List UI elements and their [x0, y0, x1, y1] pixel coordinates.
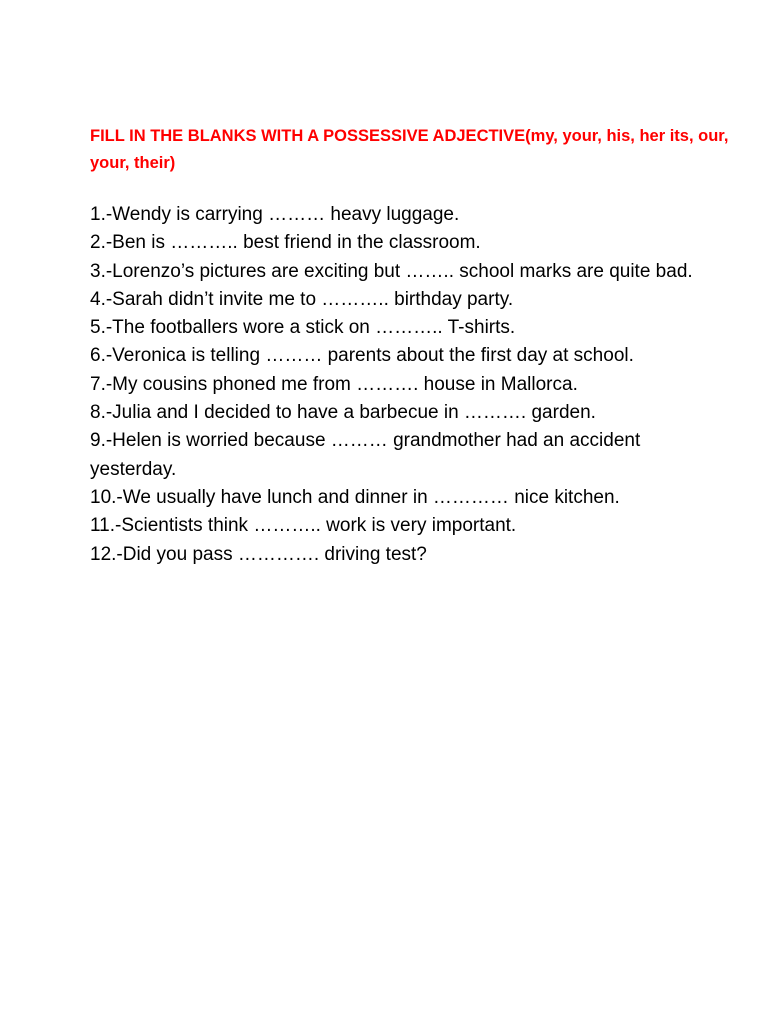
exercise-item: 5.-The footballers wore a stick on ……….. T-shirts.: [90, 317, 516, 339]
exercise-item: 11.-Scientists think ……….. work is very important.: [90, 515, 517, 537]
exercise-item: 6.-Veronica is telling ……… parents about the first day at school.: [90, 345, 634, 367]
exercise-item: 12.-Did you pass …………. driving test?: [90, 543, 427, 565]
exercise-item: 3.-Lorenzo’s pictures are exciting but …….. school marks are quite bad.: [90, 260, 693, 282]
exercise-item: 10.-We usually have lunch and dinner in ………… nice kitchen.: [90, 486, 620, 508]
exercise-list: [90, 201, 730, 569]
exercise-item: 4.-Sarah didn’t invite me to ……….. birthday party.: [90, 288, 514, 310]
exercise-item: 2.-Ben is ……….. best friend in the classroom.: [90, 232, 481, 254]
exercise-item: 8.-Julia and I decided to have a barbecue in ………. garden.: [90, 402, 596, 424]
worksheet-heading: FILL IN THE BLANKS WITH A POSSESSIVE ADJECTIVE(my, your, his, her its, our, your, their): [90, 127, 729, 172]
exercise-item: 7.-My cousins phoned me from ………. house in Mallorca.: [90, 373, 578, 395]
exercise-item: 1.-Wendy is carrying ……… heavy luggage.: [90, 204, 460, 225]
exercise-item: 9.-Helen is worried because ……… grandmother had an accident yesterday.: [90, 430, 641, 480]
